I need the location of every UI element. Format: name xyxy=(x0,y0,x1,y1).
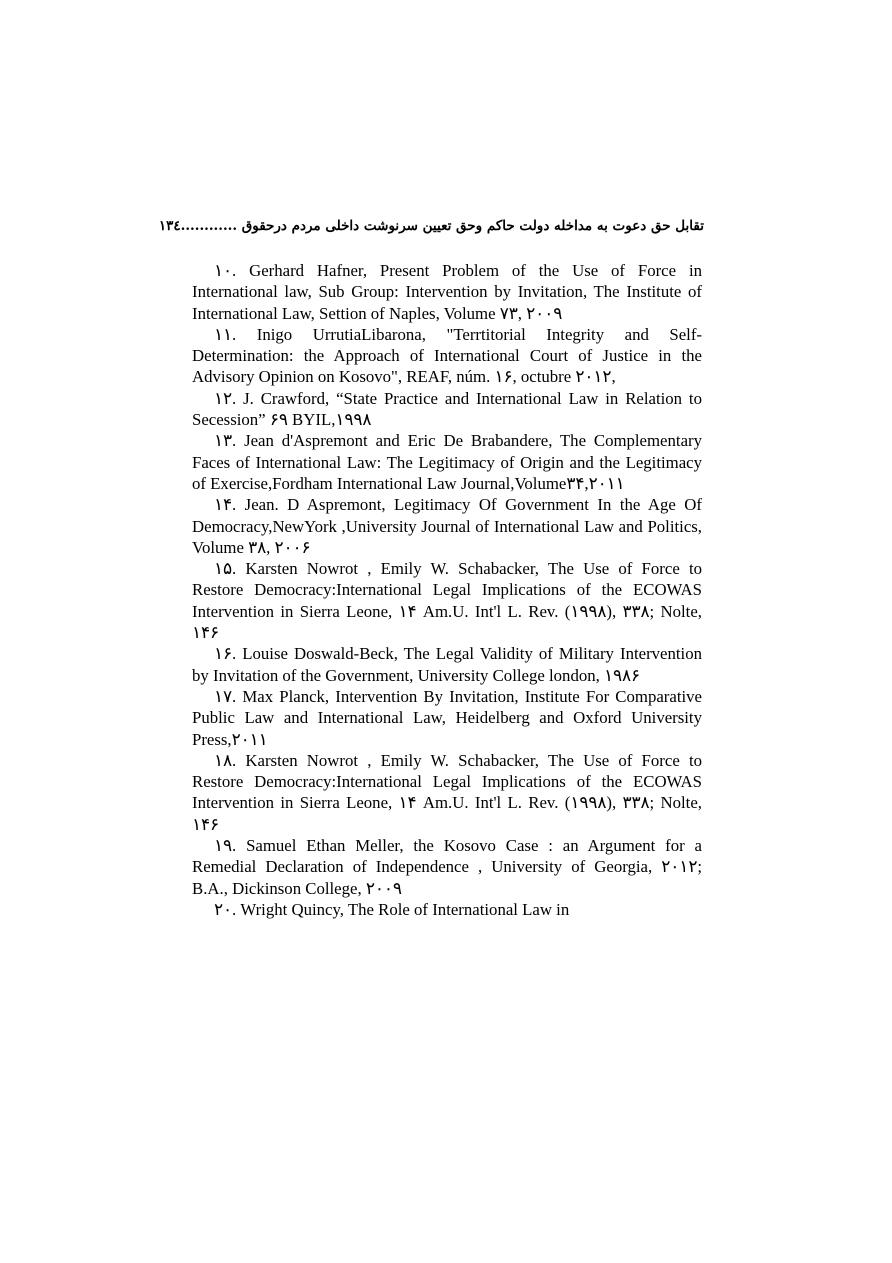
reference-item: ۱۳. Jean d'Aspremont and Eric De Brabandere, The Complementary Faces of International Law: The Legitimacy of Origin and the Legitimacy of Exercise,Fordham International Law Journal,Volume۳۴,۲۰۱۱ xyxy=(192,431,702,493)
reference-item: ۱۶. Louise Doswald-Beck, The Legal Validity of Military Intervention by Invitation of the Government, University College london, ۱۹۸۶ xyxy=(192,644,702,685)
reference-item: ۲۰. Wright Quincy, The Role of International Law in xyxy=(214,899,570,919)
reference-item: ۱۷. Max Planck, Intervention By Invitation, Institute For Comparative Public Law and International Law, Heidelberg and Oxford University Press,۲۰۱۱ xyxy=(192,686,702,749)
reference-item: ۱۲. J. Crawford, “State Practice and International Law in Relation to Secession” ۶۹ BYIL,۱۹۹۸ xyxy=(192,388,702,430)
reference-item: ۱۵. Karsten Nowrot , Emily W. Schabacker, The Use of Force to Restore Democracy:International Legal Implications of the ECOWAS Intervention in Sierra Leone, ۱۴ Am.U. Int'l L. Rev. (۱۹۹۸), ۳۳۸; Nolte, ۱۴۶ xyxy=(192,559,702,643)
reference-item: ۱۱. Inigo UrrutiaLibarona, "Terrtitorial Integrity and Self-Determination: the Approach of International Court of Justice in the Advisory Opinion on Kosovo", REAF, núm. ۱۶, octubre ۲۰۱۲, xyxy=(192,324,702,387)
reference-item: ۱۹. Samuel Ethan Meller, the Kosovo Case : an Argument for a Remedial Declaration of Independence , University of Georgia, ۲۰۱۲; B.A., Dickinson College, ۲۰۰۹ xyxy=(192,836,702,898)
reference-list xyxy=(192,260,702,920)
running-header: تقابل حق دعوت به مداخله دولت حاکم وحق تعیین سرنوشت داخلی مردم درحقوق ............۱۳٤ xyxy=(158,218,704,234)
reference-item: ۱۸. Karsten Nowrot , Emily W. Schabacker, The Use of Force to Restore Democracy:International Legal Implications of the ECOWAS Intervention in Sierra Leone, ۱۴ Am.U. Int'l L. Rev. (۱۹۹۸), ۳۳۸; Nolte, ۱۴۶ xyxy=(192,750,702,834)
reference-item: ۱۰. Gerhard Hafner, Present Problem of the Use of Force in International law, Sub Group: Intervention by Invitation, The Institute of International Law, Settion of Naples, Volume ۷۳, ۲۰۰۹ xyxy=(192,261,702,323)
reference-item: ۱۴. Jean. D Aspremont, Legitimacy Of Government In the Age Of Democracy,NewYork ,University Journal of International Law and Politics, Volume ۳۸, ۲۰۰۶ xyxy=(192,495,702,557)
